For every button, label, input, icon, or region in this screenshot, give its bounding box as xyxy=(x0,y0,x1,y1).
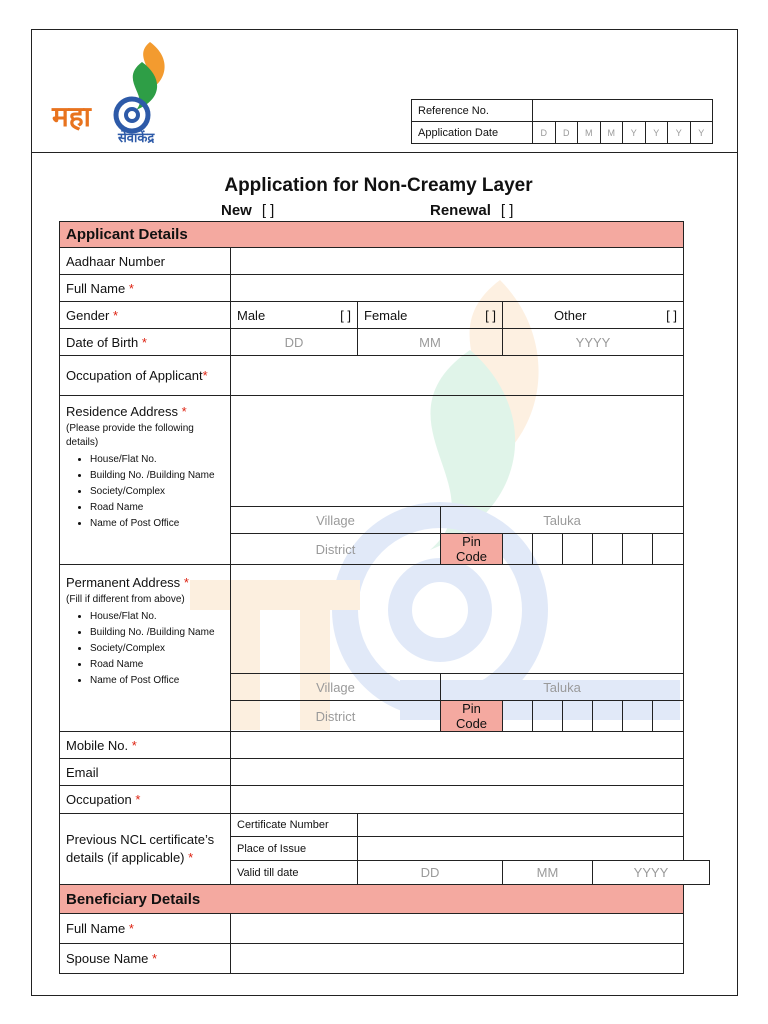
valid-till-label: Valid till date xyxy=(231,861,358,885)
beneficiary-full-name-label: Full Name * xyxy=(60,914,231,944)
reference-no-label: Reference No. xyxy=(412,100,533,122)
residence-village-field[interactable]: Village xyxy=(231,507,441,534)
date-digit-field[interactable]: M xyxy=(600,122,623,144)
pin-digit-field[interactable] xyxy=(533,701,563,732)
female-checkbox[interactable]: [ ] xyxy=(485,307,496,323)
date-digit-field[interactable]: D xyxy=(555,122,578,144)
list-item: • House/Flat No. xyxy=(90,609,224,625)
occupation-of-applicant-label: Occupation of Applicant* xyxy=(60,356,231,396)
logo-icon xyxy=(50,40,200,150)
reference-no-field[interactable] xyxy=(533,100,713,122)
permanent-village-field[interactable]: Village xyxy=(231,674,441,701)
beneficiary-full-name-field[interactable] xyxy=(231,914,684,944)
permanent-address-note: (Fill if different from above) xyxy=(66,594,185,605)
aadhaar-field[interactable] xyxy=(231,248,684,275)
logo-text-main: महा xyxy=(52,100,91,133)
date-digit-field[interactable]: Y xyxy=(623,122,646,144)
list-item: • Building No. /Building Name xyxy=(90,468,224,484)
new-label: New xyxy=(221,202,252,219)
gender-female-option[interactable]: Female [ ] xyxy=(358,302,503,329)
pin-digit-field[interactable] xyxy=(623,534,653,565)
previous-ncl-label: Previous NCL certificate’s details (if applicable) * xyxy=(60,814,231,885)
permanent-address-field[interactable] xyxy=(231,565,684,674)
date-digit-field[interactable]: Y xyxy=(645,122,668,144)
residence-address-note: (Please provide the following details) xyxy=(66,423,194,448)
mobile-field[interactable] xyxy=(231,732,684,759)
email-field[interactable] xyxy=(231,759,684,786)
new-option[interactable] xyxy=(221,202,274,219)
valid-till-month-field[interactable]: MM xyxy=(503,861,593,885)
residence-district-field[interactable]: District xyxy=(231,534,441,565)
renewal-option[interactable] xyxy=(430,202,513,219)
residence-address-label: Residence Address * xyxy=(66,404,187,419)
pin-digit-field[interactable] xyxy=(503,701,533,732)
residence-address-label-cell xyxy=(60,396,231,565)
other-checkbox[interactable]: [ ] xyxy=(666,307,678,323)
pin-digit-field[interactable] xyxy=(623,701,653,732)
male-checkbox[interactable]: [ ] xyxy=(340,307,351,323)
gender-label: Gender * xyxy=(60,302,231,329)
new-checkbox[interactable]: [ ] xyxy=(261,202,275,219)
header-divider xyxy=(31,152,738,153)
dob-month-field[interactable]: MM xyxy=(358,329,503,356)
list-item: • Road Name xyxy=(90,500,224,516)
valid-till-year-field[interactable]: YYYY xyxy=(593,861,710,885)
list-item: • Name of Post Office xyxy=(90,673,224,689)
residence-address-field[interactable] xyxy=(231,396,684,507)
maha-seva-kendra-logo xyxy=(50,40,200,150)
certificate-number-label: Certificate Number xyxy=(231,814,358,837)
pin-digit-field[interactable] xyxy=(593,534,623,565)
permanent-taluka-field[interactable]: Taluka xyxy=(441,674,684,701)
residence-taluka-field[interactable]: Taluka xyxy=(441,507,684,534)
applicant-details-header: Applicant Details xyxy=(60,222,684,248)
list-item: • Name of Post Office xyxy=(90,516,224,532)
list-item: • Road Name xyxy=(90,657,224,673)
pin-digit-field[interactable] xyxy=(653,534,684,565)
application-form-table xyxy=(59,221,710,974)
place-of-issue-label: Place of Issue xyxy=(231,837,358,861)
residence-pin-label: Pin Code xyxy=(441,534,503,565)
date-digit-field[interactable]: Y xyxy=(690,122,713,144)
pin-digit-field[interactable] xyxy=(533,534,563,565)
permanent-district-field[interactable]: District xyxy=(231,701,441,732)
dob-year-field[interactable]: YYYY xyxy=(503,329,684,356)
pin-digit-field[interactable] xyxy=(563,534,593,565)
renewal-checkbox[interactable]: [ ] xyxy=(500,202,514,219)
occupation-of-applicant-field[interactable] xyxy=(231,356,684,396)
gender-other-option[interactable]: Other [ ] xyxy=(503,302,684,329)
spouse-name-field[interactable] xyxy=(231,944,684,974)
mobile-label: Mobile No. * xyxy=(60,732,231,759)
spouse-name-label: Spouse Name * xyxy=(60,944,231,974)
pin-digit-field[interactable] xyxy=(563,701,593,732)
date-digit-field[interactable]: Y xyxy=(668,122,691,144)
renewal-label: Renewal xyxy=(430,202,491,219)
dob-day-field[interactable]: DD xyxy=(231,329,358,356)
full-name-label: Full Name * xyxy=(60,275,231,302)
logo-text-sub: सेवाकेंद्र xyxy=(118,131,155,146)
list-item: • Building No. /Building Name xyxy=(90,625,224,641)
aadhaar-label: Aadhaar Number xyxy=(60,248,231,275)
pin-digit-field[interactable] xyxy=(653,701,684,732)
beneficiary-details-header: Beneficiary Details xyxy=(60,885,684,914)
reference-table xyxy=(411,99,713,144)
occupation-label: Occupation * xyxy=(60,786,231,814)
list-item: • Society/Complex xyxy=(90,484,224,500)
valid-till-day-field[interactable]: DD xyxy=(358,861,503,885)
dob-label: Date of Birth * xyxy=(60,329,231,356)
application-date-label: Application Date xyxy=(412,122,533,144)
list-item: • Society/Complex xyxy=(90,641,224,657)
form-title: Application for Non-Creamy Layer xyxy=(224,175,533,196)
list-item: • House/Flat No. xyxy=(90,452,224,468)
certificate-number-field[interactable] xyxy=(358,814,684,837)
email-label: Email xyxy=(60,759,231,786)
occupation-field[interactable] xyxy=(231,786,684,814)
permanent-address-label: Permanent Address * xyxy=(66,575,189,590)
pin-digit-field[interactable] xyxy=(503,534,533,565)
full-name-field[interactable] xyxy=(231,275,684,302)
permanent-address-label-cell xyxy=(60,565,231,732)
date-digit-field[interactable]: D xyxy=(533,122,556,144)
permanent-pin-label: Pin Code xyxy=(441,701,503,732)
gender-male-option[interactable]: Male [ ] xyxy=(231,302,358,329)
date-digit-field[interactable]: M xyxy=(578,122,601,144)
pin-digit-field[interactable] xyxy=(593,701,623,732)
place-of-issue-field[interactable] xyxy=(358,837,684,861)
